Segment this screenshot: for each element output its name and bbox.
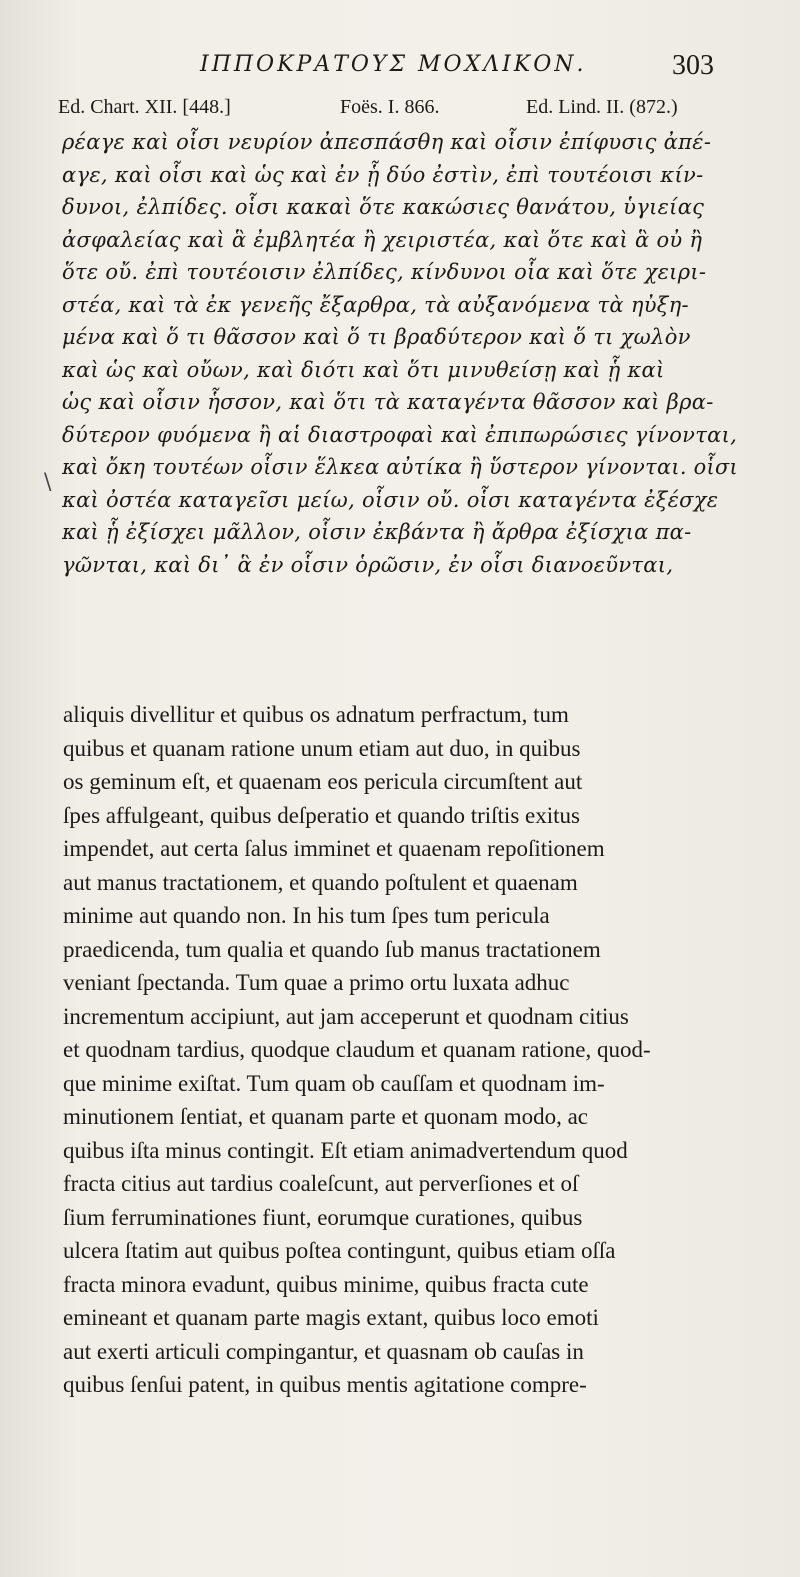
greek-line: ὅτε οὔ. ἐπὶ τουτέοισιν ἐλπίδες, κίνδυνοι οἷα καὶ ὅτε χειρι- — [62, 260, 707, 284]
latin-line: os geminum eſt, et quaenam eos pericula circumſtent aut — [63, 769, 583, 794]
latin-line: ſium ferruminationes fiunt, eorumque curationes, quibus — [63, 1204, 583, 1230]
greek-line: ὡς καὶ οἷσιν ἧσσον, καὶ ὅτι τὰ καταγέντα θᾶσσον καὶ βρα- — [62, 390, 714, 414]
latin-line: emineant et quanam parte magis extant, quibus loco emoti — [63, 1305, 599, 1330]
greek-line: καὶ ὡς καὶ οὔων, καὶ διότι καὶ ὅτι μινυθείσῃ καὶ ᾗ καὶ — [62, 357, 665, 382]
greek-line: δύτερον φυόμενα ἢ αἱ διαστροφαὶ καὶ ἐπιπωρώσιες γίνονται, — [62, 422, 738, 447]
latin-line: quibus ſenſui patent, in quibus mentis agitatione compre- — [63, 1372, 587, 1397]
edition-foes: Foës. I. 866. — [340, 96, 440, 118]
latin-line: quibus iſta minus contingit. Eſt etiam animadvertendum quod — [63, 1137, 628, 1163]
greek-text-block — [62, 126, 742, 581]
greek-line: μένα καὶ ὅ τι θᾶσσον καὶ ὅ τι βραδύτερον καὶ ὅ τι χωλὸν — [62, 325, 691, 349]
greek-line: ἀσφαλείας καὶ ἃ ἐμβλητέα ἢ χειριστέα, καὶ ὅτε καὶ ἃ οὐ ἢ — [62, 227, 703, 252]
latin-line: fracta minora evadunt, quibus minime, quibus fracta cute — [63, 1271, 589, 1297]
greek-line: στέα, καὶ τὰ ἐκ γενεῆς ἔξαρθρα, τὰ αὐξανόμενα τὰ ηὐξη- — [62, 292, 689, 317]
latin-line: praedicenda, tum qualia et quando ſub manus tractationem — [63, 936, 601, 962]
latin-line: impendet, aut certa ſalus imminet et quaenam repoſitionem — [63, 836, 605, 861]
latin-line: incrementum accipiunt, aut jam acceperunt et quodnam citius — [63, 1003, 629, 1029]
edition-chartier: Ed. Chart. XII. [448.] — [58, 96, 231, 118]
latin-line: que minime exiſtat. Tum quam ob cauſſam et quodnam im- — [63, 1070, 605, 1096]
latin-line: veniant ſpectanda. Tum quae a primo ortu luxata adhuc — [63, 970, 570, 995]
greek-line: καὶ ᾗ ἐξίσχει μᾶλλον, οἷσιν ἐκβάντα ἢ ἄρθρα ἐξίσχια πα- — [62, 520, 692, 544]
latin-line: minutionem ſentiat, et quanam parte et quonam modo, ac — [63, 1104, 589, 1129]
greek-line: δυνοι, ἐλπίδες. οἷσι κακαὶ ὅτε κακώσιες θανάτου, ὑγιείας — [62, 195, 705, 219]
greek-line: καὶ ὀστέα καταγεῖσι μείω, οἷσιν οὔ. οἷσι καταγέντα ἐξέσχε — [62, 487, 719, 512]
edition-references — [58, 96, 738, 126]
latin-line: ulcera ſtatim aut quibus poſtea contingunt, quibus etiam oſſa — [63, 1238, 616, 1263]
edition-linden: Ed. Lind. II. (872.) — [526, 96, 678, 118]
margin-mark: \ — [44, 470, 52, 495]
latin-line: fracta citius aut tardius coaleſcunt, aut perverſiones et oſ — [63, 1171, 579, 1196]
greek-line: ρέαγε καὶ οἷσι νευρίον ἀπεσπάσθη καὶ οἷσιν ἐπίφυσις ἀπέ- — [62, 130, 712, 154]
running-head — [0, 50, 800, 94]
latin-translation-block — [63, 698, 743, 1402]
latin-line: aut exerti articuli compingantur, et quasnam ob cauſas in — [63, 1338, 584, 1364]
greek-line: καὶ ὄκη τουτέων οἷσιν ἕλκεα αὐτίκα ἢ ὕστερον γίνονται. οἷσι — [62, 455, 738, 479]
latin-line: minime aut quando non. In his tum ſpes tum pericula — [63, 903, 550, 928]
latin-line: aut manus tractationem, et quando poſtulent et quaenam — [63, 869, 578, 895]
greek-line: γῶνται, καὶ δι᾽ ἃ ἐν οἷσιν ὁρῶσιν, ἐν οἷσι διανοεῦνται, — [62, 552, 674, 577]
latin-line: quibus et quanam ratione unum etiam aut duo, in quibus — [63, 735, 581, 761]
latin-line: aliquis divellitur et quibus os adnatum perfractum, tum — [63, 702, 569, 727]
page-number: 303 — [672, 50, 714, 81]
greek-line: αγε, καὶ οἷσι καὶ ὡς καὶ ἐν ᾗ δύο ἐστὶν, ἐπὶ τουτέοισι κίν- — [62, 162, 704, 187]
latin-line: et quodnam tardius, quodque claudum et quanam ratione, quod- — [63, 1037, 651, 1062]
running-title: ΙΠΠΟΚΡΑΤΟΥΣ ΜΟΧΛΙΚΟΝ. — [200, 52, 587, 77]
latin-line: ſpes affulgeant, quibus deſperatio et quando triſtis exitus — [63, 802, 580, 828]
